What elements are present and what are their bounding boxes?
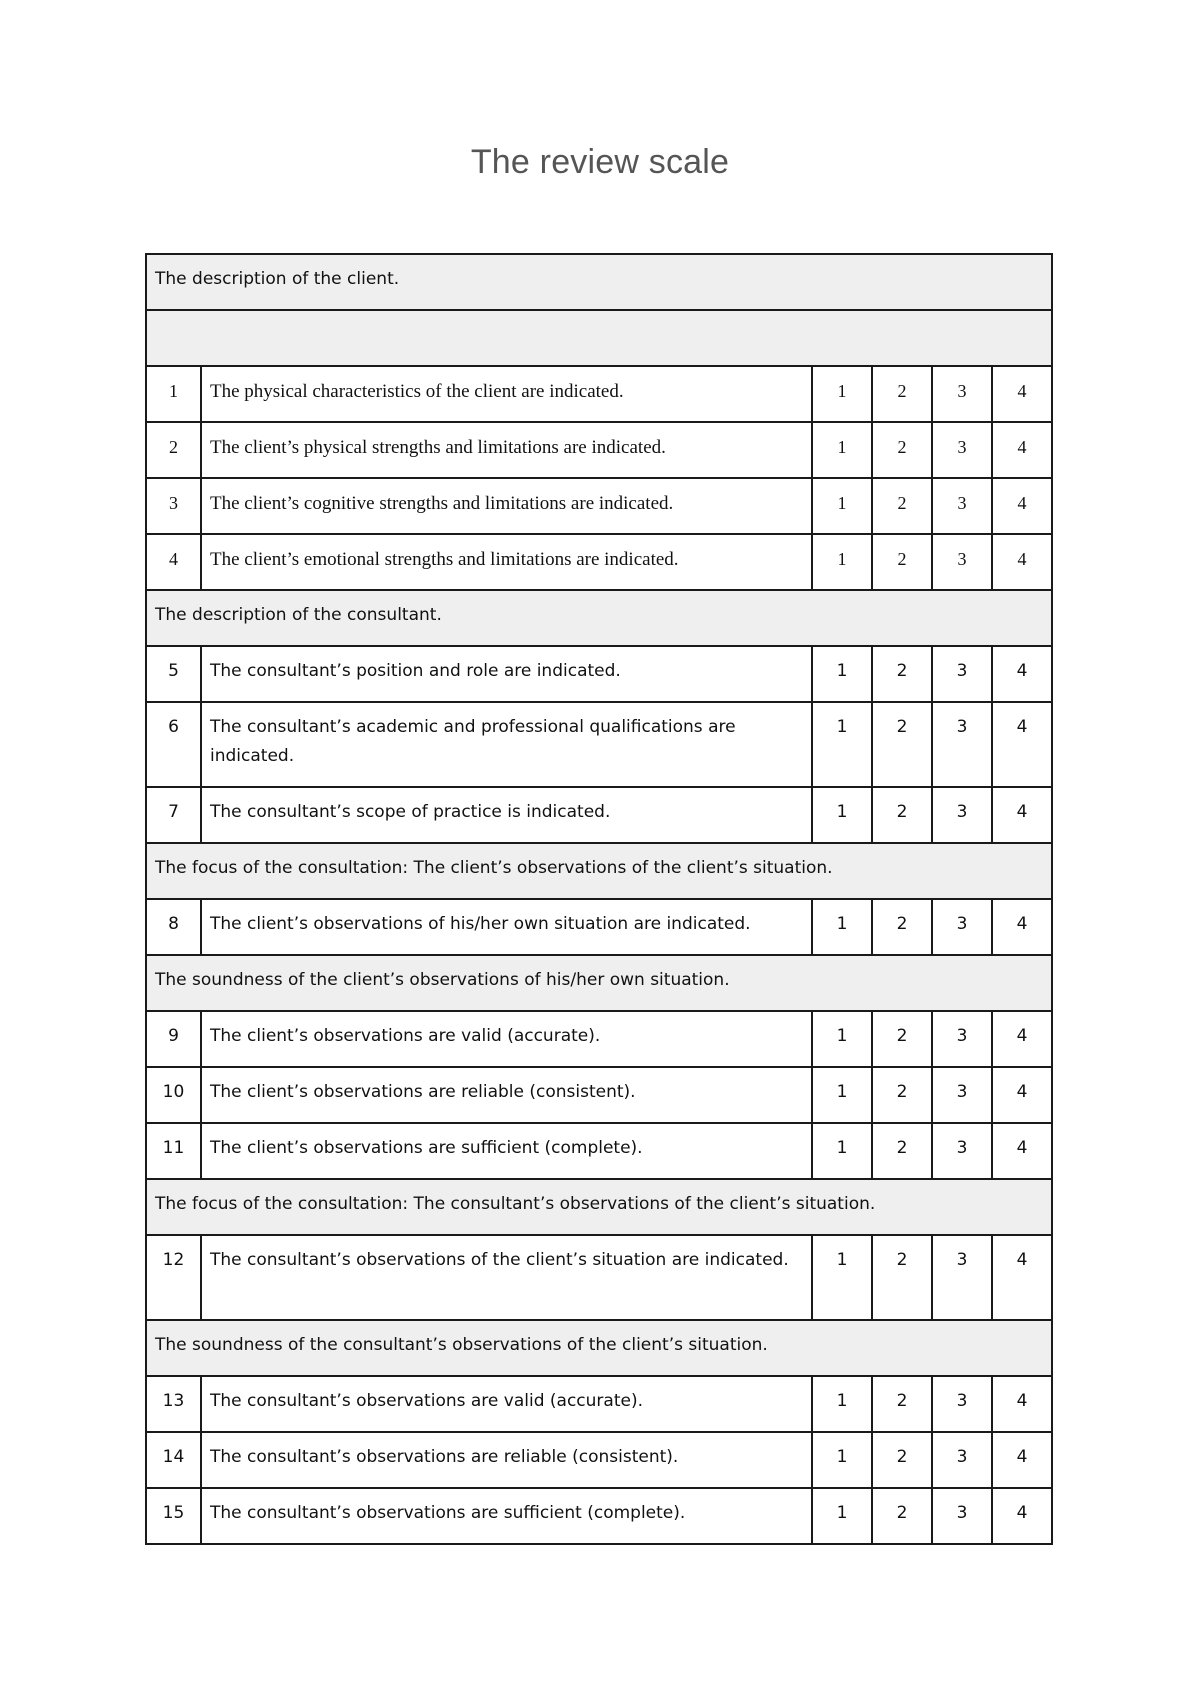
section-header-text: The soundness of the client’s observations of his/her own situation.	[146, 955, 1052, 1011]
rating-option-2[interactable]: 2	[872, 702, 932, 787]
rating-option-1[interactable]: 1	[812, 1432, 872, 1488]
rating-option-2[interactable]: 2	[872, 1432, 932, 1488]
item-criterion-text: The consultant’s observations of the client’s situation are indicated.	[201, 1235, 812, 1320]
item-row	[146, 1123, 1052, 1179]
rating-option-2[interactable]: 2	[872, 646, 932, 702]
section-header-row	[146, 1320, 1052, 1376]
rating-option-3[interactable]: 3	[932, 478, 992, 534]
item-criterion-text: The consultant’s observations are valid (accurate).	[201, 1376, 812, 1432]
item-criterion-text: The client’s physical strengths and limitations are indicated.	[201, 422, 812, 478]
item-number: 9	[146, 1011, 201, 1067]
rating-option-4[interactable]: 4	[992, 478, 1052, 534]
item-row	[146, 1432, 1052, 1488]
rating-option-3[interactable]: 3	[932, 1376, 992, 1432]
item-row	[146, 702, 1052, 787]
rating-option-4[interactable]: 4	[992, 1432, 1052, 1488]
item-number: 7	[146, 787, 201, 843]
item-number: 2	[146, 422, 201, 478]
item-number: 10	[146, 1067, 201, 1123]
rating-option-4[interactable]: 4	[992, 1488, 1052, 1544]
section-header-text: The description of the client.	[146, 254, 1052, 310]
rating-option-4[interactable]: 4	[992, 1376, 1052, 1432]
rating-option-1[interactable]: 1	[812, 1123, 872, 1179]
item-row	[146, 1488, 1052, 1544]
item-row	[146, 1067, 1052, 1123]
item-criterion-text: The consultant’s position and role are indicated.	[201, 646, 812, 702]
item-row	[146, 899, 1052, 955]
item-number: 5	[146, 646, 201, 702]
rating-option-3[interactable]: 3	[932, 1067, 992, 1123]
rating-option-2[interactable]: 2	[872, 1376, 932, 1432]
rating-option-3[interactable]: 3	[932, 787, 992, 843]
rating-option-4[interactable]: 4	[992, 787, 1052, 843]
rating-option-4[interactable]: 4	[992, 646, 1052, 702]
item-number: 11	[146, 1123, 201, 1179]
item-criterion-text: The client’s observations are sufficient (complete).	[201, 1123, 812, 1179]
page-title: The review scale	[470, 143, 730, 181]
rating-option-2[interactable]: 2	[872, 366, 932, 422]
rating-option-2[interactable]: 2	[872, 1067, 932, 1123]
item-number: 15	[146, 1488, 201, 1544]
item-row	[146, 534, 1052, 590]
item-number: 4	[146, 534, 201, 590]
rating-option-3[interactable]: 3	[932, 422, 992, 478]
rating-option-1[interactable]: 1	[812, 1235, 872, 1320]
rating-option-2[interactable]: 2	[872, 478, 932, 534]
rating-option-1[interactable]: 1	[812, 787, 872, 843]
rating-option-1[interactable]: 1	[812, 1011, 872, 1067]
rating-option-1[interactable]: 1	[812, 646, 872, 702]
review-scale-body	[146, 254, 1052, 1544]
rating-option-1[interactable]: 1	[812, 366, 872, 422]
item-row	[146, 1235, 1052, 1320]
rating-option-4[interactable]: 4	[992, 534, 1052, 590]
section-header-text: The soundness of the consultant’s observations of the client’s situation.	[146, 1320, 1052, 1376]
rating-option-1[interactable]: 1	[812, 1488, 872, 1544]
rating-option-4[interactable]: 4	[992, 1123, 1052, 1179]
rating-option-2[interactable]: 2	[872, 899, 932, 955]
item-criterion-text: The client’s emotional strengths and limitations are indicated.	[201, 534, 812, 590]
rating-option-3[interactable]: 3	[932, 899, 992, 955]
item-number: 8	[146, 899, 201, 955]
rating-option-1[interactable]: 1	[812, 1376, 872, 1432]
rating-option-1[interactable]: 1	[812, 702, 872, 787]
item-criterion-text: The consultant’s scope of practice is indicated.	[201, 787, 812, 843]
rating-option-4[interactable]: 4	[992, 1011, 1052, 1067]
item-number: 1	[146, 366, 201, 422]
section-header-row	[146, 590, 1052, 646]
review-scale-table	[145, 253, 1053, 1545]
rating-option-3[interactable]: 3	[932, 646, 992, 702]
rating-option-1[interactable]: 1	[812, 1067, 872, 1123]
item-row	[146, 478, 1052, 534]
item-number: 3	[146, 478, 201, 534]
section-header-row	[146, 254, 1052, 310]
item-criterion-text: The consultant’s observations are sufficient (complete).	[201, 1488, 812, 1544]
item-row	[146, 787, 1052, 843]
item-criterion-text: The client’s observations are valid (accurate).	[201, 1011, 812, 1067]
rating-option-4[interactable]: 4	[992, 1067, 1052, 1123]
section-header-row	[146, 955, 1052, 1011]
section-header-text: The focus of the consultation: The consultant’s observations of the client’s situation.	[146, 1179, 1052, 1235]
rating-option-2[interactable]: 2	[872, 1011, 932, 1067]
item-row	[146, 366, 1052, 422]
rating-option-2[interactable]: 2	[872, 1123, 932, 1179]
rating-option-2[interactable]: 2	[872, 422, 932, 478]
rating-option-3[interactable]: 3	[932, 1432, 992, 1488]
item-criterion-text: The physical characteristics of the client are indicated.	[201, 366, 812, 422]
rating-option-4[interactable]: 4	[992, 422, 1052, 478]
item-row	[146, 1011, 1052, 1067]
rating-option-4[interactable]: 4	[992, 702, 1052, 787]
blank-row	[146, 310, 1052, 366]
section-header-text: The description of the consultant.	[146, 590, 1052, 646]
item-number: 6	[146, 702, 201, 787]
item-criterion-text: The consultant’s observations are reliable (consistent).	[201, 1432, 812, 1488]
rating-option-1[interactable]: 1	[812, 899, 872, 955]
item-number: 13	[146, 1376, 201, 1432]
item-criterion-text: The client’s observations of his/her own situation are indicated.	[201, 899, 812, 955]
rating-option-3[interactable]: 3	[932, 1235, 992, 1320]
item-number: 12	[146, 1235, 201, 1320]
section-header-row	[146, 843, 1052, 899]
rating-option-3[interactable]: 3	[932, 534, 992, 590]
item-criterion-text: The client’s observations are reliable (consistent).	[201, 1067, 812, 1123]
rating-option-3[interactable]: 3	[932, 1011, 992, 1067]
item-row	[146, 646, 1052, 702]
rating-option-1[interactable]: 1	[812, 422, 872, 478]
rating-option-3[interactable]: 3	[932, 1488, 992, 1544]
item-criterion-text: The client’s cognitive strengths and limitations are indicated.	[201, 478, 812, 534]
section-header-row	[146, 1179, 1052, 1235]
rating-option-3[interactable]: 3	[932, 366, 992, 422]
rating-option-4[interactable]: 4	[992, 366, 1052, 422]
item-row	[146, 1376, 1052, 1432]
rating-option-3[interactable]: 3	[932, 702, 992, 787]
rating-option-2[interactable]: 2	[872, 1488, 932, 1544]
item-criterion-text: The consultant’s academic and professional qualifications are indicated.	[201, 702, 812, 787]
item-number: 14	[146, 1432, 201, 1488]
rating-option-4[interactable]: 4	[992, 1235, 1052, 1320]
rating-option-3[interactable]: 3	[932, 1123, 992, 1179]
rating-option-1[interactable]: 1	[812, 478, 872, 534]
rating-option-2[interactable]: 2	[872, 1235, 932, 1320]
item-row	[146, 422, 1052, 478]
section-header-text: The focus of the consultation: The client’s observations of the client’s situation.	[146, 843, 1052, 899]
rating-option-2[interactable]: 2	[872, 534, 932, 590]
rating-option-4[interactable]: 4	[992, 899, 1052, 955]
rating-option-2[interactable]: 2	[872, 787, 932, 843]
rating-option-1[interactable]: 1	[812, 534, 872, 590]
blank-cell	[146, 310, 1052, 366]
